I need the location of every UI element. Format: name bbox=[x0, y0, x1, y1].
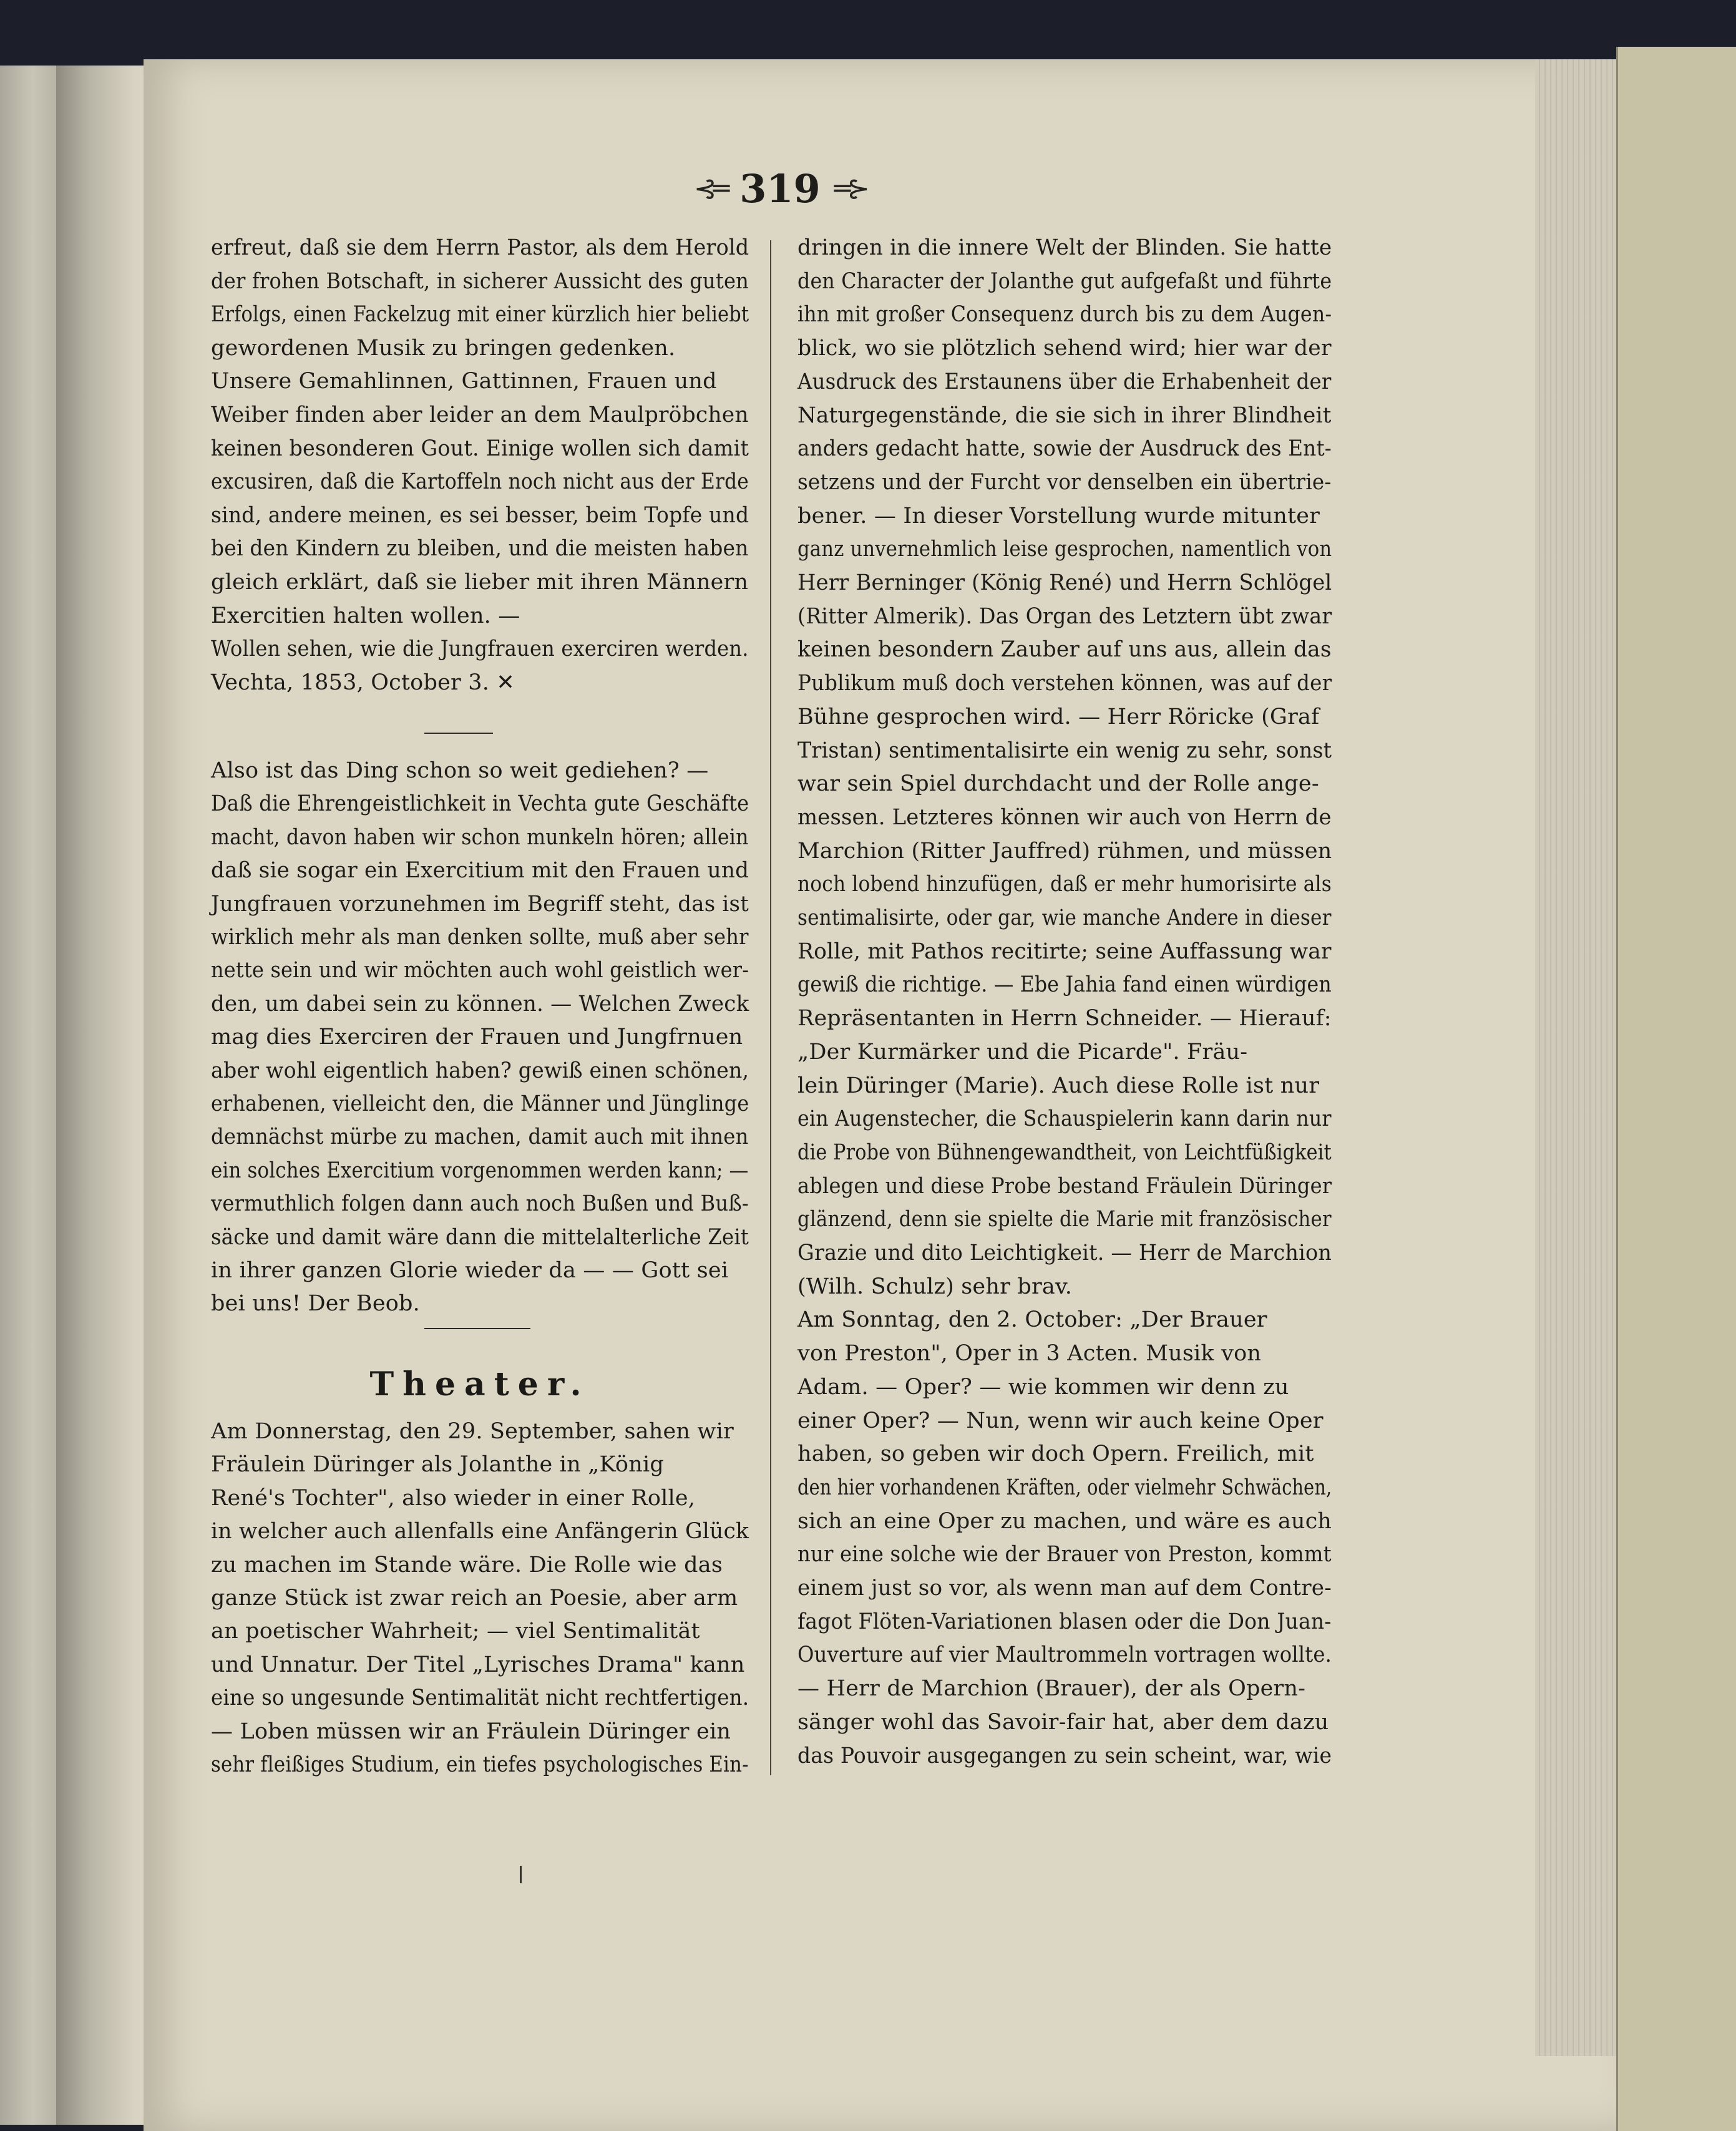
text-line: bei den Kindern zu bleiben, und die meisten haben bbox=[211, 536, 749, 562]
text-line: erhabenen, vielleicht den, die Männer und Jünglinge bbox=[211, 1091, 749, 1116]
text-line: gewiß die richtige. — Ebe Jahia fand einen würdigen bbox=[797, 972, 1332, 998]
text-line: Weiber finden aber leider an dem Maulpröbchen bbox=[211, 402, 749, 427]
text-line: aber wohl eigentlich haben? gewiß einen schönen, bbox=[211, 1058, 749, 1083]
separator-rule-1 bbox=[424, 733, 493, 734]
text-line: Grazie und dito Leichtigkeit. — Herr de Marchion bbox=[797, 1241, 1332, 1265]
text-line: Adam. — Oper? — wie kommen wir denn zu bbox=[797, 1374, 1289, 1400]
text-line: nur eine solche wie der Brauer von Preston, kommt bbox=[797, 1542, 1332, 1568]
text-line: Fräulein Düringer als Jolanthe in „König bbox=[211, 1452, 664, 1478]
text-line: Vechta, 1853, October 3. ✕ bbox=[211, 670, 515, 695]
text-line: in welcher auch allenfalls eine Anfängerin Glück bbox=[211, 1519, 749, 1544]
text-line: sehr fleißiges Studium, ein tiefes psychologisches Ein- bbox=[211, 1752, 749, 1777]
text-line: wirklich mehr als man denken sollte, muß aber sehr bbox=[211, 925, 749, 950]
column-divider bbox=[770, 240, 771, 1775]
text-line: ganz unvernehmlich leise gesprochen, namentlich von bbox=[797, 537, 1332, 562]
text-line: haben, so geben wir doch Opern. Freilich, mit bbox=[797, 1441, 1314, 1467]
text-line: zu machen im Stande wäre. Die Rolle wie das bbox=[211, 1552, 723, 1578]
text-line: Exercitien halten wollen. — bbox=[211, 603, 520, 628]
page-header bbox=[649, 163, 911, 213]
text-line: bei uns! Der Beob. bbox=[211, 1291, 420, 1317]
text-line: setzens und der Furcht vor denselben ein übertrie- bbox=[797, 469, 1332, 495]
left-page-edge bbox=[0, 66, 59, 2125]
text-line: ein Augenstecher, die Schauspielerin kann darin nur bbox=[797, 1106, 1332, 1132]
text-line: die Probe von Bühnengewandtheit, von Leichtfüßigkeit bbox=[797, 1139, 1332, 1165]
text-line: Bühne gesprochen wird. — Herr Röricke (Graf bbox=[797, 704, 1320, 729]
text-line: Marchion (Ritter Jauffred) rühmen, und müssen bbox=[797, 838, 1332, 864]
text-line: den Character der Jolanthe gut aufgefaßt und führte bbox=[797, 268, 1332, 294]
text-line: erfreut, daß sie dem Herrn Pastor, als dem Herold bbox=[211, 235, 749, 260]
text-line: mag dies Exerciren der Frauen und Jungfrnuen bbox=[211, 1025, 743, 1050]
right-ornament-icon: ═⊱ bbox=[834, 172, 867, 205]
left-column bbox=[211, 231, 749, 1791]
left-ornament-icon: ⊰═ bbox=[693, 172, 726, 205]
text-line: Repräsentanten in Herrn Schneider. — Hierauf: bbox=[797, 1006, 1332, 1031]
text-line: demnächst mürbe zu machen, damit auch mit ihnen bbox=[211, 1124, 749, 1150]
text-line: der frohen Botschaft, in sicherer Aussicht des guten bbox=[211, 268, 749, 294]
text-line: ein solches Exercitium vorgenommen werden kann; — bbox=[211, 1158, 749, 1183]
text-line: glänzend, denn sie spielte die Marie mit französischer bbox=[797, 1207, 1332, 1232]
text-line: Tristan) sentimentalisirte ein wenig zu sehr, sonst bbox=[797, 738, 1332, 763]
text-line: eine so ungesunde Sentimalität nicht rechtfertigen. bbox=[211, 1685, 749, 1711]
text-line: sich an eine Oper zu machen, und wäre es auch bbox=[797, 1508, 1332, 1534]
text-line: gleich erklärt, daß sie lieber mit ihren Männern bbox=[211, 570, 749, 595]
page-number: 319 bbox=[739, 165, 821, 212]
text-line: den, um dabei sein zu können. — Welchen Zweck bbox=[211, 991, 749, 1017]
text-line: Erfolgs, einen Fackelzug mit einer kürzlich hier beliebt bbox=[211, 302, 749, 328]
text-line: Unsere Gemahlinnen, Gattinnen, Frauen und bbox=[211, 369, 717, 394]
text-line: Am Donnerstag, den 29. September, sahen wir bbox=[211, 1419, 734, 1444]
text-line: Jungfrauen vorzunehmen im Begriff steht, das ist bbox=[211, 891, 749, 917]
text-line: von Preston", Oper in 3 Acten. Musik von bbox=[797, 1341, 1262, 1367]
text-line: Rolle, mit Pathos recitirte; seine Auffassung war bbox=[797, 939, 1332, 964]
text-line: sind, andere meinen, es sei besser, beim Topfe und bbox=[211, 502, 749, 528]
text-line: excusiren, daß die Kartoffeln noch nicht aus der Erde bbox=[211, 469, 749, 495]
text-line: und Unnatur. Der Titel „Lyrisches Drama" kann bbox=[211, 1652, 745, 1677]
text-line: keinen besondern Zauber auf uns aus, allein das bbox=[797, 637, 1332, 663]
text-line: an poetischer Wahrheit; — viel Sentimalität bbox=[211, 1619, 700, 1644]
text-line: einer Oper? — Nun, wenn wir auch keine Oper bbox=[797, 1408, 1324, 1433]
text-line: — Loben müssen wir an Fräulein Düringer ein bbox=[211, 1719, 731, 1744]
text-line: ganze Stück ist zwar reich an Poesie, aber arm bbox=[211, 1586, 738, 1611]
text-line: Am Sonntag, den 2. October: „Der Brauer bbox=[797, 1307, 1267, 1333]
text-line: säcke und damit wäre dann die mittelalterliche Zeit bbox=[211, 1224, 749, 1250]
text-line: nette sein und wir möchten auch wohl geistlich wer- bbox=[211, 958, 749, 983]
text-line: messen. Letzteres können wir auch von Herrn de bbox=[797, 804, 1332, 830]
text-line: das Pouvoir ausgegangen zu sein scheint, war, wie bbox=[797, 1743, 1332, 1768]
text-line: in ihrer ganzen Glorie wieder da — — Gott sei bbox=[211, 1258, 729, 1283]
text-line: sentimalisirte, oder gar, wie manche Andere in dieser bbox=[797, 905, 1332, 930]
text-line: bener. — In dieser Vorstellung wurde mitunter bbox=[797, 503, 1320, 529]
text-line: daß sie sogar ein Exercitium mit den Frauen und bbox=[211, 858, 749, 884]
text-line: Also ist das Ding schon so weit gediehen? — bbox=[211, 758, 709, 783]
book-cover-board bbox=[1616, 47, 1736, 2131]
text-line: Ouverture auf vier Maultrommeln vortragen wollte. bbox=[797, 1642, 1332, 1668]
text-line: „Der Kurmärker und die Picarde". Fräu- bbox=[797, 1039, 1248, 1065]
text-line: noch lobend hinzufügen, daß er mehr humorisirte als bbox=[797, 872, 1332, 897]
text-line: anders gedacht hatte, sowie der Ausdruck des Ent- bbox=[797, 436, 1332, 462]
text-line: dringen in die innere Welt der Blinden. Sie hatte bbox=[797, 235, 1332, 260]
text-line: blick, wo sie plötzlich sehend wird; hier war der bbox=[797, 336, 1332, 361]
text-line: den hier vorhandenen Kräften, oder vielmehr Schwächen, bbox=[797, 1475, 1332, 1500]
text-line: einem just so vor, als wenn man auf dem Contre- bbox=[797, 1576, 1332, 1601]
text-line: Daß die Ehrengeistlichkeit in Vechta gute Geschäfte bbox=[211, 791, 749, 817]
text-line: René's Tochter", also wieder in einer Rolle, bbox=[211, 1485, 696, 1511]
text-line: Herr Berninger (König René) und Herrn Schlögel bbox=[797, 570, 1332, 595]
text-line: vermuthlich folgen dann auch noch Bußen und Buß- bbox=[211, 1191, 749, 1217]
text-line: Naturgegenstände, die sie sich in ihrer Blindheit bbox=[797, 402, 1332, 428]
text-line: ablegen und diese Probe bestand Fräulein Düringer bbox=[797, 1173, 1332, 1199]
text-line: Publikum muß doch verstehen können, was auf der bbox=[797, 671, 1332, 696]
text-line: (Wilh. Schulz) sehr brav. bbox=[797, 1274, 1073, 1299]
stray-mark bbox=[520, 1866, 522, 1883]
text-line: Wollen sehen, wie die Jungfrauen exerciren werden. bbox=[211, 636, 749, 662]
text-line: macht, davon haben wir schon munkeln hören; allein bbox=[211, 824, 749, 850]
text-line: gewordenen Musik zu bringen gedenken. bbox=[211, 335, 676, 361]
section-title: Theater. bbox=[369, 1365, 590, 1403]
text-line: — Herr de Marchion (Brauer), der als Opern- bbox=[797, 1676, 1306, 1702]
text-line: ihn mit großer Consequenz durch bis zu dem Augen- bbox=[797, 302, 1332, 328]
text-line: fagot Flöten-Variationen blasen oder die Don Juan- bbox=[797, 1609, 1332, 1634]
text-line: war sein Spiel durchdacht und der Rolle ange- bbox=[797, 771, 1319, 797]
right-column bbox=[797, 231, 1332, 1791]
text-line: (Ritter Almerik). Das Organ des Letztern übt zwar bbox=[797, 603, 1332, 629]
text-line: keinen besonderen Gout. Einige wollen sich damit bbox=[211, 436, 749, 461]
text-line: lein Düringer (Marie). Auch diese Rolle ist nur bbox=[797, 1073, 1320, 1098]
text-line: sänger wohl das Savoir-fair hat, aber dem dazu bbox=[797, 1709, 1329, 1735]
separator-rule-2 bbox=[424, 1328, 530, 1329]
text-line: Ausdruck des Erstaunens über die Erhabenheit der bbox=[797, 369, 1332, 394]
